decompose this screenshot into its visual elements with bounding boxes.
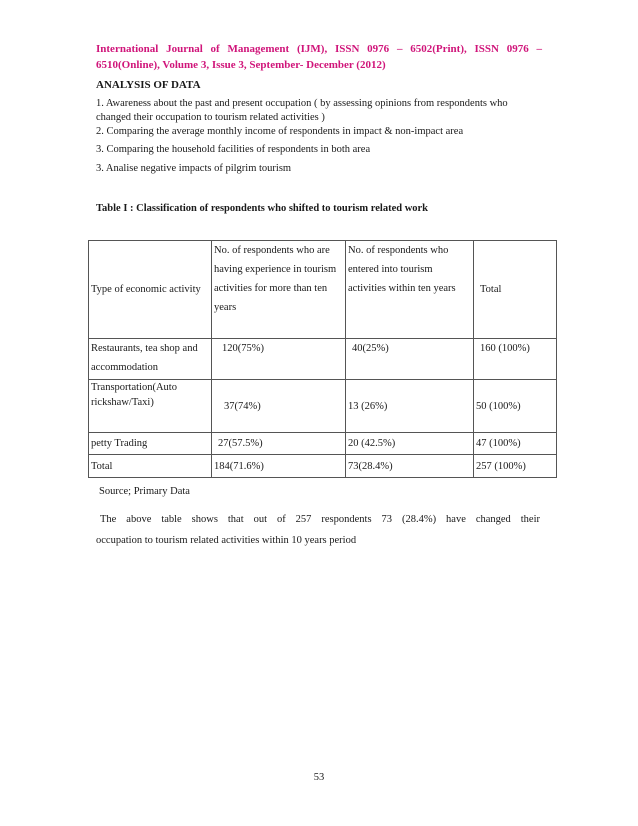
table-title: Table I : Classification of respondents who shifted to tourism related work [96,203,429,214]
table-row [89,455,557,478]
header-total: Total [474,241,557,339]
cell-new: 13 (26%) [346,380,474,433]
cell-total: 160 (100%) [474,339,557,380]
journal-header-line1: International Journal of Management (IJM), ISSN 0976 – 6502(Print), ISSN 0976 – [96,43,542,55]
summary-line2: occupation to tourism related activities within 10 years period [96,535,357,546]
list-item: 3. Comparing the household facilities of respondents in both area [96,144,371,155]
cell-total: 50 (100%) [474,380,557,433]
cell-new: 40(25%) [346,339,474,380]
section-title: ANALYSIS OF DATA [96,79,201,91]
cell-activity: Total [89,455,212,478]
header-new-respondents: No. of respondents who entered into tourism activities within ten years [346,241,474,339]
table-header-row [89,241,557,339]
list-item: 2. Comparing the average monthly income of respondents in impact & non-impact area [96,126,464,137]
list-item: 1. Awareness about the past and present occupation ( by assessing opinions from respondents who changed their occupation to tourism related activities ) [96,98,508,123]
summary-paragraph [96,509,540,551]
page-number: 53 [313,772,325,783]
summary-line1: The above table shows that out of 257 respondents 73 (28.4%) have changed their [100,514,540,525]
cell-experienced: 120(75%) [212,339,346,380]
journal-header [96,41,542,73]
cell-experienced: 37(74%) [212,380,346,433]
cell-experienced: 27(57.5%) [212,433,346,455]
cell-activity: petty Trading [89,433,212,455]
cell-activity: Transportation(Auto rickshaw/Taxi) [89,380,212,433]
cell-new: 20 (42.5%) [346,433,474,455]
classification-table [88,240,557,478]
cell-experienced: 184(71.6%) [212,455,346,478]
list-item: 3. Analise negative impacts of pilgrim tourism [96,163,292,174]
header-type-of-activity: Type of economic activity [89,241,212,339]
cell-total: 257 (100%) [474,455,557,478]
cell-new: 73(28.4%) [346,455,474,478]
journal-header-line2: 6510(Online), Volume 3, Issue 3, September- December (2012) [96,59,386,71]
table-row [89,380,557,433]
table-row [89,339,557,380]
cell-total: 47 (100%) [474,433,557,455]
cell-activity: Restaurants, tea shop and accommodation [89,339,212,380]
header-experienced-respondents: No. of respondents who are having experience in tourism activities for more than ten years [212,241,346,339]
table-row [89,433,557,455]
source-note: Source; Primary Data [99,486,190,497]
